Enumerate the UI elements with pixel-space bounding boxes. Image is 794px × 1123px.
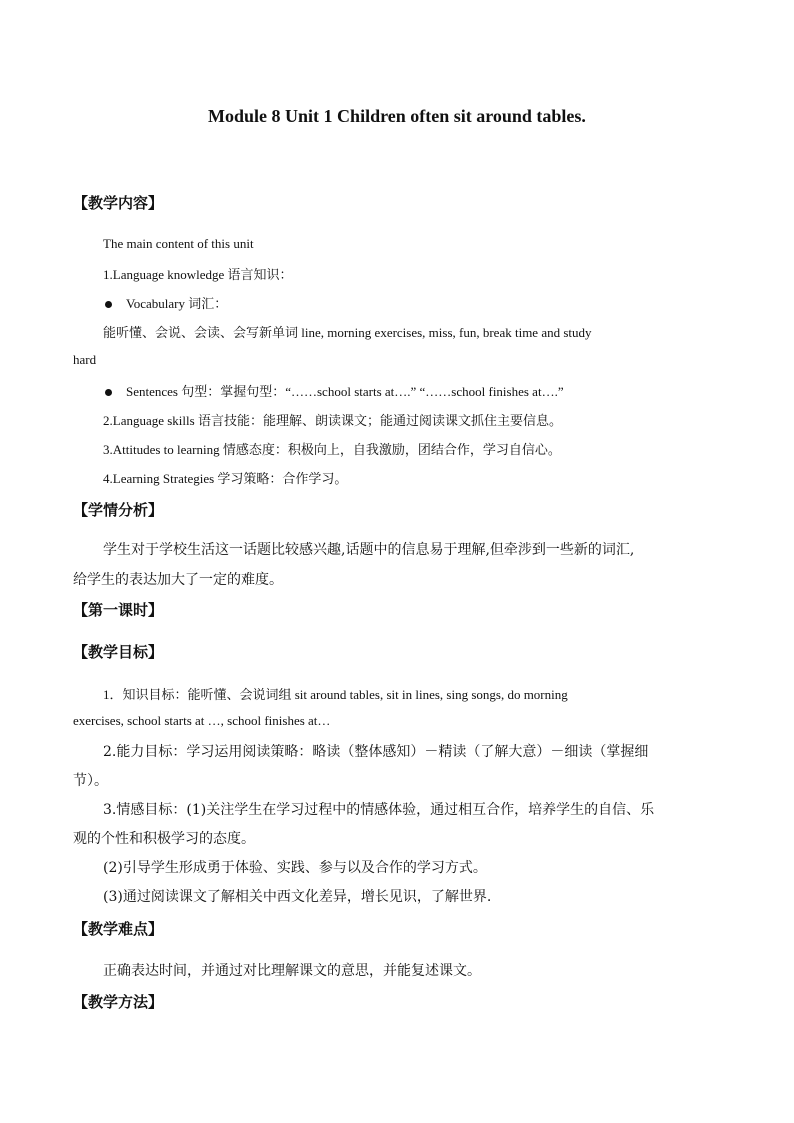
content-strategies: 4.Learning Strategies 学习策略：合作学习。: [103, 471, 348, 486]
bullet-icon: [105, 301, 112, 308]
content-vocab-line1: 能听懂、会说、会读、会写新单词 line, morning exercises, miss, fun, break time and study: [103, 325, 592, 340]
content-sentences: Sentences 句型：掌握句型：“……school starts at….” “……school finishes at….”: [105, 381, 564, 400]
section-heading-lesson: 【第一课时】: [73, 601, 164, 619]
analysis-line2: 给学生的表达加大了一定的难度。: [73, 572, 283, 588]
content-attitudes: 3.Attitudes to learning 情感态度：积极向上，自我激励，团结合作，学习自信心。: [103, 442, 561, 457]
goal-3-line2: 观的个性和积极学习的态度。: [73, 831, 255, 847]
analysis-line1: 学生对于学校生活这一话题比较感兴趣,话题中的信息易于理解,但牵涉到一些新的词汇,: [103, 542, 635, 558]
content-intro: The main content of this unit: [103, 236, 254, 251]
content-vocab-line2: hard: [73, 352, 97, 367]
section-heading-goals: 【教学目标】: [73, 643, 164, 661]
section-heading-content: 【教学内容】: [73, 194, 164, 212]
goal-2-line2: 节）。: [73, 773, 108, 789]
goal-2-line1: 2.能力目标：学习运用阅读策略：略读（整体感知）－精读（了解大意）－细读（掌握细: [103, 744, 649, 760]
section-heading-method: 【教学方法】: [73, 993, 164, 1011]
content-skills: 2.Language skills 语言技能：能理解、朗读课文；能通过阅读课文抓住主要信息。: [103, 413, 562, 428]
goal-3-item2: (2)引导学生形成勇于体验、实践、参与以及合作的学习方式。: [103, 860, 487, 876]
goal-3-item3: (3)通过阅读课文了解相关中西文化差异，增长见识，了解世界.: [103, 889, 492, 905]
content-language-knowledge: 1.Language knowledge 语言知识：: [103, 267, 293, 282]
bullet-icon: [105, 389, 112, 396]
content-vocabulary: Vocabulary 词汇：: [105, 293, 227, 312]
section-heading-difficulty: 【教学难点】: [73, 920, 164, 938]
goal-3-line1: 3.情感目标：(1)关注学生在学习过程中的情感体验，通过相互合作，培养学生的自信、乐: [103, 802, 655, 818]
goal-1-line1: 1．知识目标：能听懂、会说词组 sit around tables, sit in lines, sing songs, do morning: [103, 687, 568, 702]
difficulty-line1: 正确表达时间，并通过对比理解课文的意思，并能复述课文。: [103, 963, 481, 979]
goal-1-line2: exercises, school starts at …, school finishes at…: [73, 713, 331, 728]
document-title: Module 8 Unit 1 Children often sit around tables.: [208, 106, 586, 126]
section-heading-analysis: 【学情分析】: [73, 501, 164, 519]
